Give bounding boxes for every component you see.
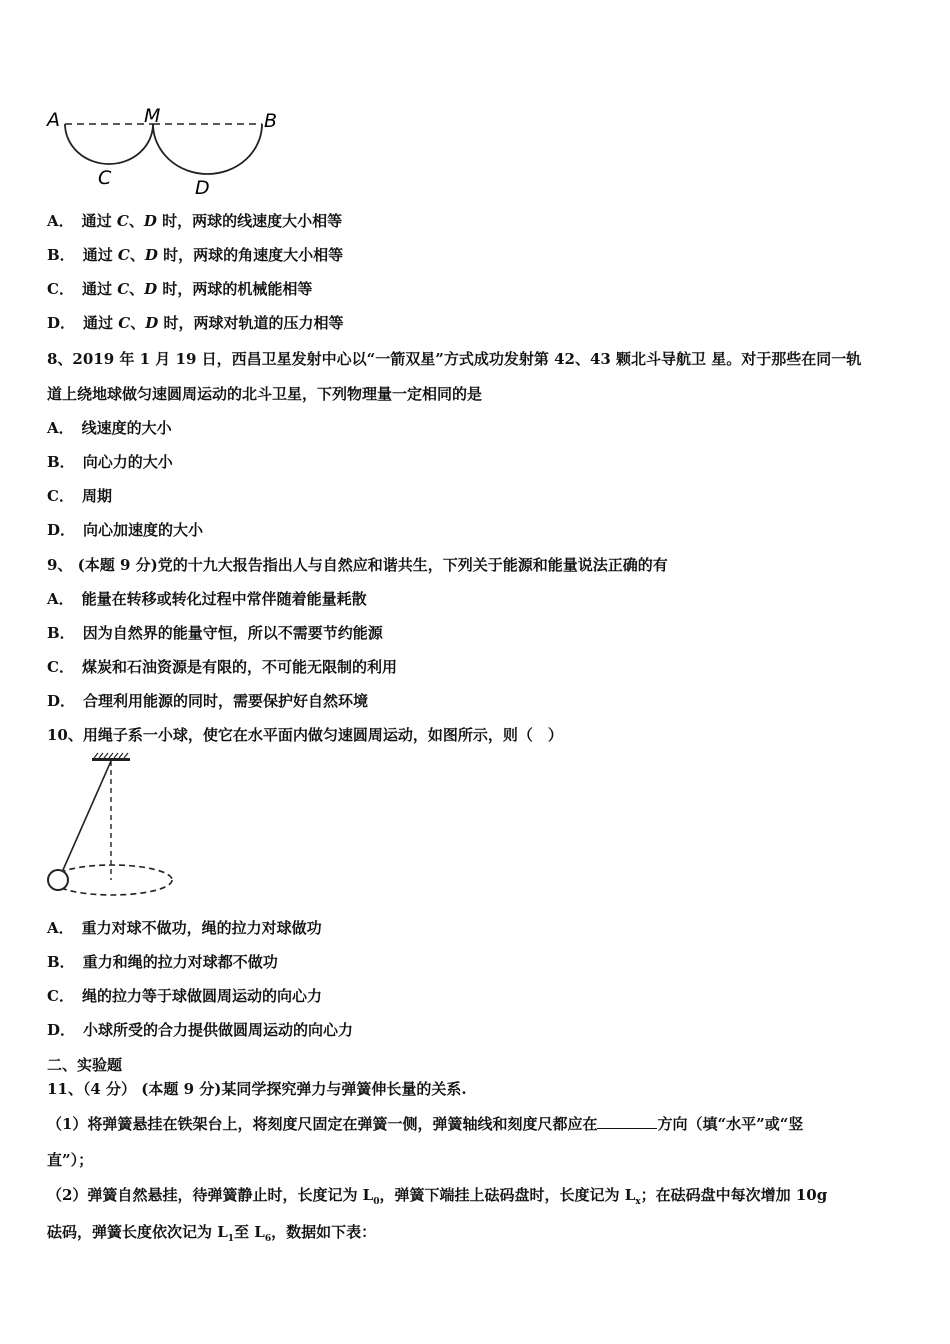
q8-option-d: D． 向心加速度的大小 — [47, 521, 204, 539]
q11-part1: （1）将弹簧悬挂在铁架台上，将刻度尺固定在弹簧一侧，弹簧轴线和刻度尺都应在 方向（填“水平”或“竖 — [47, 1115, 804, 1133]
q11-part2-cont: 砝码，弹簧长度依次记为 $L_1$至 $L_6$，数据如下表： — [47, 1223, 377, 1244]
ball — [48, 870, 68, 890]
q7-option-b: B． 通过 C、D 时，两球的角速度大小相等 — [47, 246, 344, 264]
rope — [63, 761, 111, 870]
section-title-experiment: 二、实验题 — [47, 1056, 123, 1074]
label-a: A — [47, 109, 60, 131]
semicircle-d — [153, 124, 262, 174]
ceiling-support — [92, 758, 130, 761]
q8-option-b: B． 向心力的大小 — [47, 453, 173, 471]
label-b: B — [264, 110, 278, 132]
track-diagram — [40, 100, 290, 200]
q10-stem: 10、用绳子系一小球，使它在水平面内做匀速圆周运动，如图所示，则（ ） — [47, 726, 563, 744]
label-d: D — [195, 177, 210, 199]
conical-pendulum-diagram — [40, 752, 180, 902]
q7-option-d: D． 通过 C、D 时，两球对轨道的压力相等 — [47, 314, 344, 332]
q10-option-d: D． 小球所受的合力提供做圆周运动的向心力 — [47, 1021, 354, 1039]
q9-stem: 9、 (本题 9 分)党的十九大报告指出人与自然应和谐共生，下列关于能源和能量说法正确的有 — [47, 556, 668, 574]
q10-option-b: B． 重力和绳的拉力对球都不做功 — [47, 953, 278, 971]
q11-part1-cont: 直”）； — [47, 1151, 94, 1169]
q10-option-c: C． 绳的拉力等于球做圆周运动的向心力 — [47, 987, 322, 1005]
q7-option-a: A． 通过 C、D 时，两球的线速度大小相等 — [47, 212, 343, 230]
q9-option-d: D． 合理利用能源的同时，需要保护好自然环境 — [47, 692, 369, 710]
q8-option-a: A． 线速度的大小 — [47, 419, 172, 437]
q11-stem: 11、（4 分） (本题 9 分)某同学探究弹力与弹簧伸长量的关系. — [47, 1080, 467, 1098]
q10-option-a: A． 重力对球不做功，绳的拉力对球做功 — [47, 919, 322, 937]
q9-option-b: B． 因为自然界的能量守恒，所以不需要节约能源 — [47, 624, 383, 642]
label-m: M — [144, 105, 161, 127]
answer-blank[interactable] — [597, 1114, 657, 1129]
q9-option-c: C． 煤炭和石油资源是有限的，不可能无限制的利用 — [47, 658, 397, 676]
q8-stem-line2: 道上绕地球做匀速圆周运动的北斗卫星，下列物理量一定相同的是 — [47, 385, 483, 403]
circular-path-dashed — [52, 865, 172, 895]
q7-option-c: C． 通过 C、D 时，两球的机械能相等 — [47, 280, 313, 298]
q11-part2: （2）弹簧自然悬挂，待弹簧静止时，长度记为 $L_0$，弹簧下端挂上砝码盘时，长度记为 $L_x$；在砝码盘中每次增加 10g — [47, 1186, 828, 1207]
semicircle-c — [65, 124, 153, 164]
ceiling-hatch — [94, 753, 128, 758]
label-c: C — [98, 167, 112, 189]
q8-option-c: C． 周期 — [47, 487, 112, 505]
q9-option-a: A． 能量在转移或转化过程中常伴随着能量耗散 — [47, 590, 367, 608]
q8-stem-line1: 8、2019 年 1 月 19 日，西昌卫星发射中心以“一箭双星”方式成功发射第 42、43 颗北斗导航卫 星。对于那些在同一轨 — [47, 350, 862, 368]
